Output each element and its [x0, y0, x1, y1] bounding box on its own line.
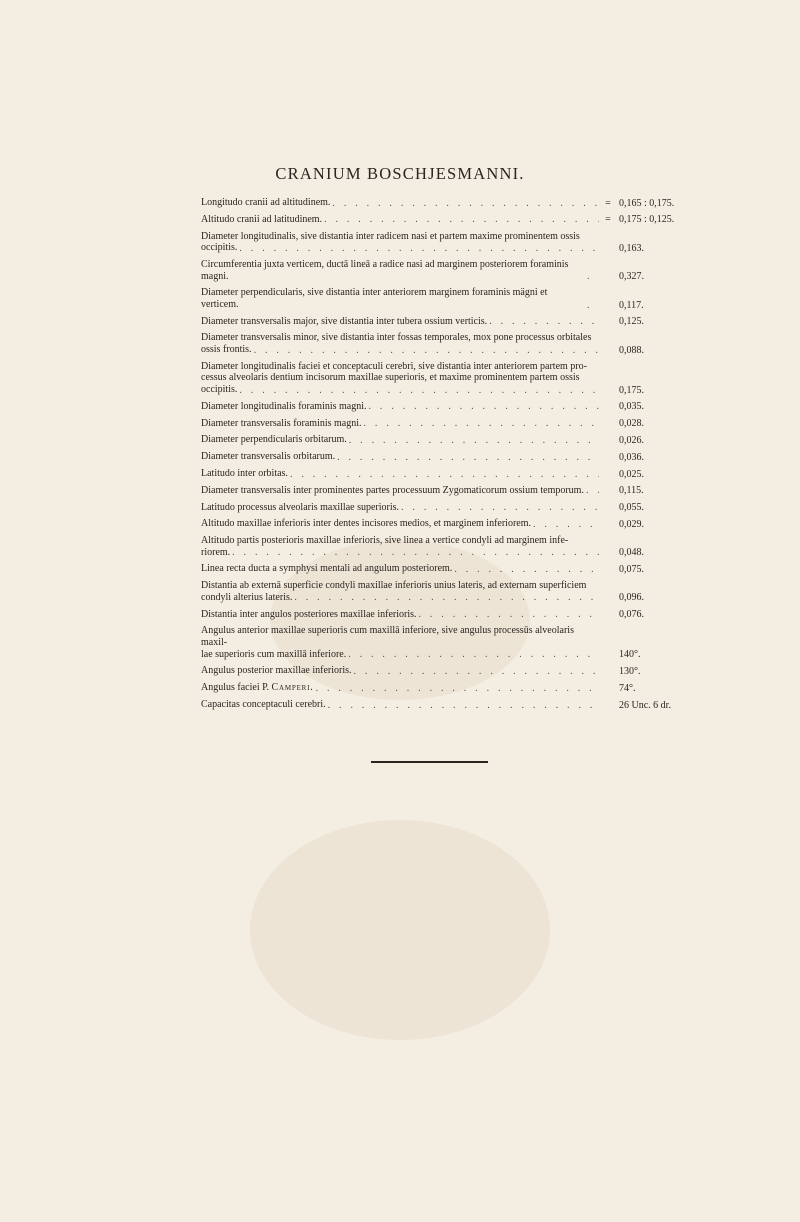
measurement-label-text: Angulus faciei P.: [201, 682, 270, 694]
measurement-label-line: Altitudo partis posterioris maxillae inferioris, sive linea a vertice condyli ad marginem infe-: [201, 535, 569, 547]
measurement-label-text: Diameter transversalis foraminis magni.: [201, 417, 362, 429]
measurement-label: [201, 197, 599, 209]
measurement-row: [201, 231, 683, 254]
equals-sign: =: [605, 214, 611, 226]
measurement-value: 0,075.: [619, 564, 644, 576]
measurement-row: [201, 699, 683, 711]
dot-leader: [288, 469, 599, 480]
measurement-value: 0,327.: [619, 271, 644, 283]
measurement-value: 0,026.: [619, 434, 644, 446]
measurement-label-text: riorem.: [201, 546, 231, 558]
measurement-value: 0,025.: [619, 468, 644, 480]
measurement-value: 74°.: [619, 682, 636, 694]
measurement-label-text: Diameter transversalis major, sive distantia inter tubera ossium verticis.: [201, 315, 488, 327]
measurement-row: [201, 434, 683, 446]
measurement-label: [201, 332, 599, 355]
dot-leader: [452, 564, 599, 575]
measurement-row: [201, 214, 683, 226]
measurement-row: [201, 468, 683, 480]
measurement-label-text: Diameter transversalis orbitarum.: [201, 451, 336, 463]
measurement-row: [201, 401, 683, 413]
measurement-label: [201, 259, 599, 282]
measurement-label-line: Diameter longitudinalis faciei et conceptaculi cerebri, sive distantia inter anteriorem partem pro-: [201, 360, 587, 372]
measurement-label: [201, 625, 599, 660]
measurement-label-text: Diameter transversalis inter prominentes partes processuum Zygomaticorum ossium temporum.: [201, 484, 584, 496]
measurement-label: [201, 682, 599, 694]
measurement-label: [201, 401, 599, 413]
section-rule: [371, 761, 488, 763]
dot-leader: [252, 345, 599, 356]
measurement-label-text: Linea recta ducta a symphysi mentali ad angulum posteriorem.: [201, 563, 453, 575]
measurement-label: [201, 287, 599, 310]
measurement-label: [201, 563, 599, 575]
measurement-row: [201, 682, 683, 694]
measurement-row: [201, 287, 683, 310]
measurement-row: [201, 418, 683, 430]
measurement-label: [201, 535, 599, 558]
measurement-row: [201, 259, 683, 282]
measurement-value: 0,036.: [619, 451, 644, 463]
paper-stain: [250, 820, 550, 1040]
dot-leader: [237, 385, 599, 396]
author-name: Camperi.: [271, 682, 314, 694]
measurement-label: [201, 316, 599, 328]
measurement-label: [201, 485, 599, 497]
dot-leader: [487, 316, 599, 327]
measurement-row: [201, 502, 683, 514]
dot-leader: [292, 592, 599, 603]
measurement-value: 0,115.: [619, 485, 644, 497]
measurement-label-text: Altitudo cranii ad latitudinem.: [201, 213, 323, 225]
measurement-value: 0,125.: [619, 316, 644, 328]
measurement-label: [201, 231, 599, 254]
dot-leader: [399, 502, 599, 513]
dot-leader: [585, 300, 599, 311]
measurement-label: [201, 418, 599, 430]
equals-sign: =: [605, 197, 611, 209]
measurement-value: 0,175.: [619, 384, 644, 396]
dot-leader: [330, 198, 599, 209]
measurement-row: [201, 316, 683, 328]
measurement-label-text: Capacitas conceptaculi cerebri.: [201, 698, 326, 710]
measurement-value: 0,029.: [619, 518, 644, 530]
dot-leader: [326, 700, 599, 711]
measurement-row: [201, 625, 683, 660]
measurement-row: [201, 563, 683, 575]
dot-leader: [531, 519, 599, 530]
measurement-value: 0,117.: [619, 299, 644, 311]
measurement-label: [201, 468, 599, 480]
measurement-label-text: occipitis.: [201, 242, 238, 254]
dot-leader: [347, 435, 599, 446]
dot-leader: [585, 271, 599, 282]
dot-leader: [417, 609, 600, 620]
measurement-label: [201, 580, 599, 603]
measurement-row: [201, 580, 683, 603]
measurement-label-text: Longitudo cranii ad altitudinem.: [201, 197, 331, 208]
measurement-label-text: Latitudo processus alveolaris maxillae superioris.: [201, 501, 400, 513]
measurement-label: [201, 451, 599, 463]
dot-leader: [584, 485, 599, 496]
measurement-row: [201, 665, 683, 677]
measurement-label: [201, 699, 599, 711]
measurement-value: 0,076.: [619, 609, 644, 621]
measurement-label-text: Circumferentia juxta verticem, ductā lineā a radice nasi ad marginem posteriorem foraminis magni.: [201, 258, 569, 282]
measurement-value: 0,163.: [619, 242, 644, 254]
measurement-label-text: ossis frontis.: [201, 344, 252, 356]
measurement-row: [201, 451, 683, 463]
measurement-label-line: Distantia ab externā superficie condyli maxillae inferioris unius lateris, ad externam superficiem: [201, 580, 587, 592]
measurement-label: [201, 609, 599, 621]
measurement-row: [201, 332, 683, 355]
measurement-label-text: Diameter perpendicularis, sive distantia inter anteriorem marginem foraminis mägni et verticem.: [201, 287, 548, 310]
dot-leader: [352, 666, 599, 677]
measurement-value: 0,048.: [619, 547, 644, 559]
measurement-row: [201, 485, 683, 497]
measurement-value: 26 Unc. 6 dr.: [619, 699, 671, 711]
measurement-label-text: lae superioris cum maxillā inferiore.: [201, 648, 347, 660]
measurement-value: 0,088.: [619, 344, 644, 356]
measurement-value: 0,165 : 0,175.: [619, 197, 675, 209]
page-title: CRANIUM BOSCHJESMANNI.: [275, 164, 525, 183]
measurement-row: [201, 361, 683, 396]
measurement-value: 140°.: [619, 649, 641, 661]
measurement-value: 0,175 : 0,125.: [619, 214, 675, 226]
measurement-label-text: Diameter longitudinalis foraminis magni.: [201, 400, 367, 412]
measurement-label: [201, 502, 599, 514]
measurement-label-text: condyli alterius lateris.: [201, 591, 293, 603]
measurement-label: [201, 434, 599, 446]
dot-leader: [346, 649, 599, 660]
measurement-value: 0,035.: [619, 401, 644, 413]
measurement-value: 130°.: [619, 665, 641, 677]
measurement-label-line: Diameter transversalis minor, sive distantia inter fossas temporales, mox pone processus orbitales: [201, 332, 592, 344]
measurement-label-text: Latitudo inter orbitas.: [201, 467, 288, 479]
measurement-label-line: cessus alveolaris dentium incisorum maxillae superioris, et maxime prominentem partem ossis: [201, 372, 580, 384]
measurement-label-text: Distantia inter angulos posteriores maxillae inferioris.: [201, 608, 417, 620]
measurement-row: [201, 197, 683, 209]
measurement-label-line: Diameter longitudinalis, sive distantia inter radicem nasi et partem maxime prominentem ossis: [201, 230, 580, 242]
measurement-value: 0,096.: [619, 592, 644, 604]
measurement-value: 0,055.: [619, 502, 644, 514]
dot-leader: [322, 214, 599, 225]
measurement-label-line: Angulus anterior maxillae superioris cum maxillā inferiore, sive angulus processūs alveolaris maxil-: [201, 625, 574, 648]
measurement-label: [201, 518, 599, 530]
dot-leader: [362, 418, 599, 429]
measurement-label: [201, 665, 599, 677]
measurement-table: [201, 197, 683, 716]
dot-leader: [230, 547, 599, 558]
measurement-label-text: Diameter perpendicularis orbitarum.: [201, 434, 347, 446]
dot-leader: [237, 243, 599, 254]
measurement-row: [201, 518, 683, 530]
measurement-row: [201, 535, 683, 558]
measurement-label: [201, 214, 599, 226]
measurement-label: [201, 361, 599, 396]
measurement-label-text: Altitudo maxillae inferioris inter dentes incisores medios, et marginem inferiorem.: [201, 518, 532, 530]
dot-leader: [314, 683, 599, 694]
measurement-row: [201, 609, 683, 621]
measurement-label-text: Angulus posterior maxillae inferioris.: [201, 665, 352, 677]
measurement-value: 0,028.: [619, 418, 644, 430]
dot-leader: [367, 401, 599, 412]
dot-leader: [335, 452, 599, 463]
measurement-label-text: occipitis.: [201, 384, 238, 396]
